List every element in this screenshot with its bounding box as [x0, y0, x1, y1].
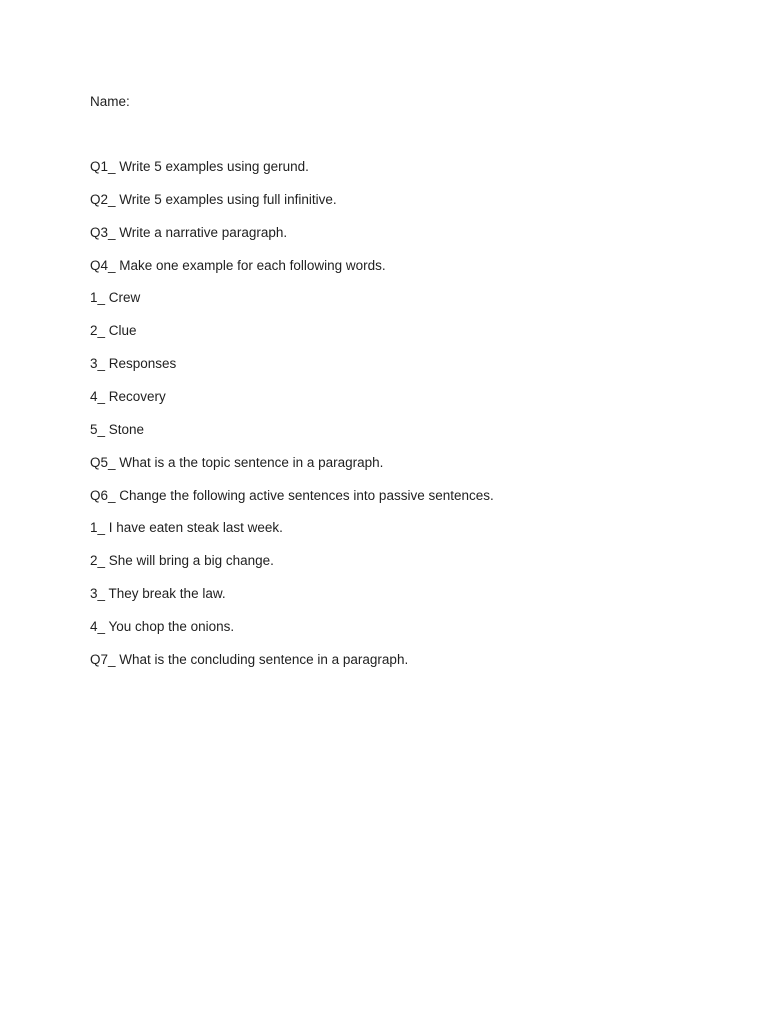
q6-sentence-2: 2_ She will bring a big change.: [90, 553, 274, 568]
q4-word-3: 3_ Responses: [90, 356, 177, 371]
name-label: Name:: [90, 94, 130, 109]
q4-word-5: 5_ Stone: [90, 422, 145, 437]
question-2: Q2_ Write 5 examples using full infinitive.: [90, 192, 337, 207]
q4-word-1: 1_ Crew: [90, 290, 141, 305]
question-7: Q7_ What is the concluding sentence in a paragraph.: [90, 652, 409, 667]
q6-sentence-4: 4_ You chop the onions.: [90, 619, 235, 634]
question-6: Q6_ Change the following active sentences into passive sentences.: [90, 488, 494, 503]
q4-word-2: 2_ Clue: [90, 323, 137, 338]
question-4: Q4_ Make one example for each following words.: [90, 258, 386, 273]
q6-sentence-1: 1_ I have eaten steak last week.: [90, 520, 283, 535]
q4-word-4: 4_ Recovery: [90, 389, 166, 404]
q6-sentence-3: 3_ They break the law.: [90, 586, 226, 601]
question-1: Q1_ Write 5 examples using gerund.: [90, 159, 309, 174]
question-3: Q3_ Write a narrative paragraph.: [90, 225, 288, 240]
question-5: Q5_ What is a the topic sentence in a paragraph.: [90, 455, 384, 470]
